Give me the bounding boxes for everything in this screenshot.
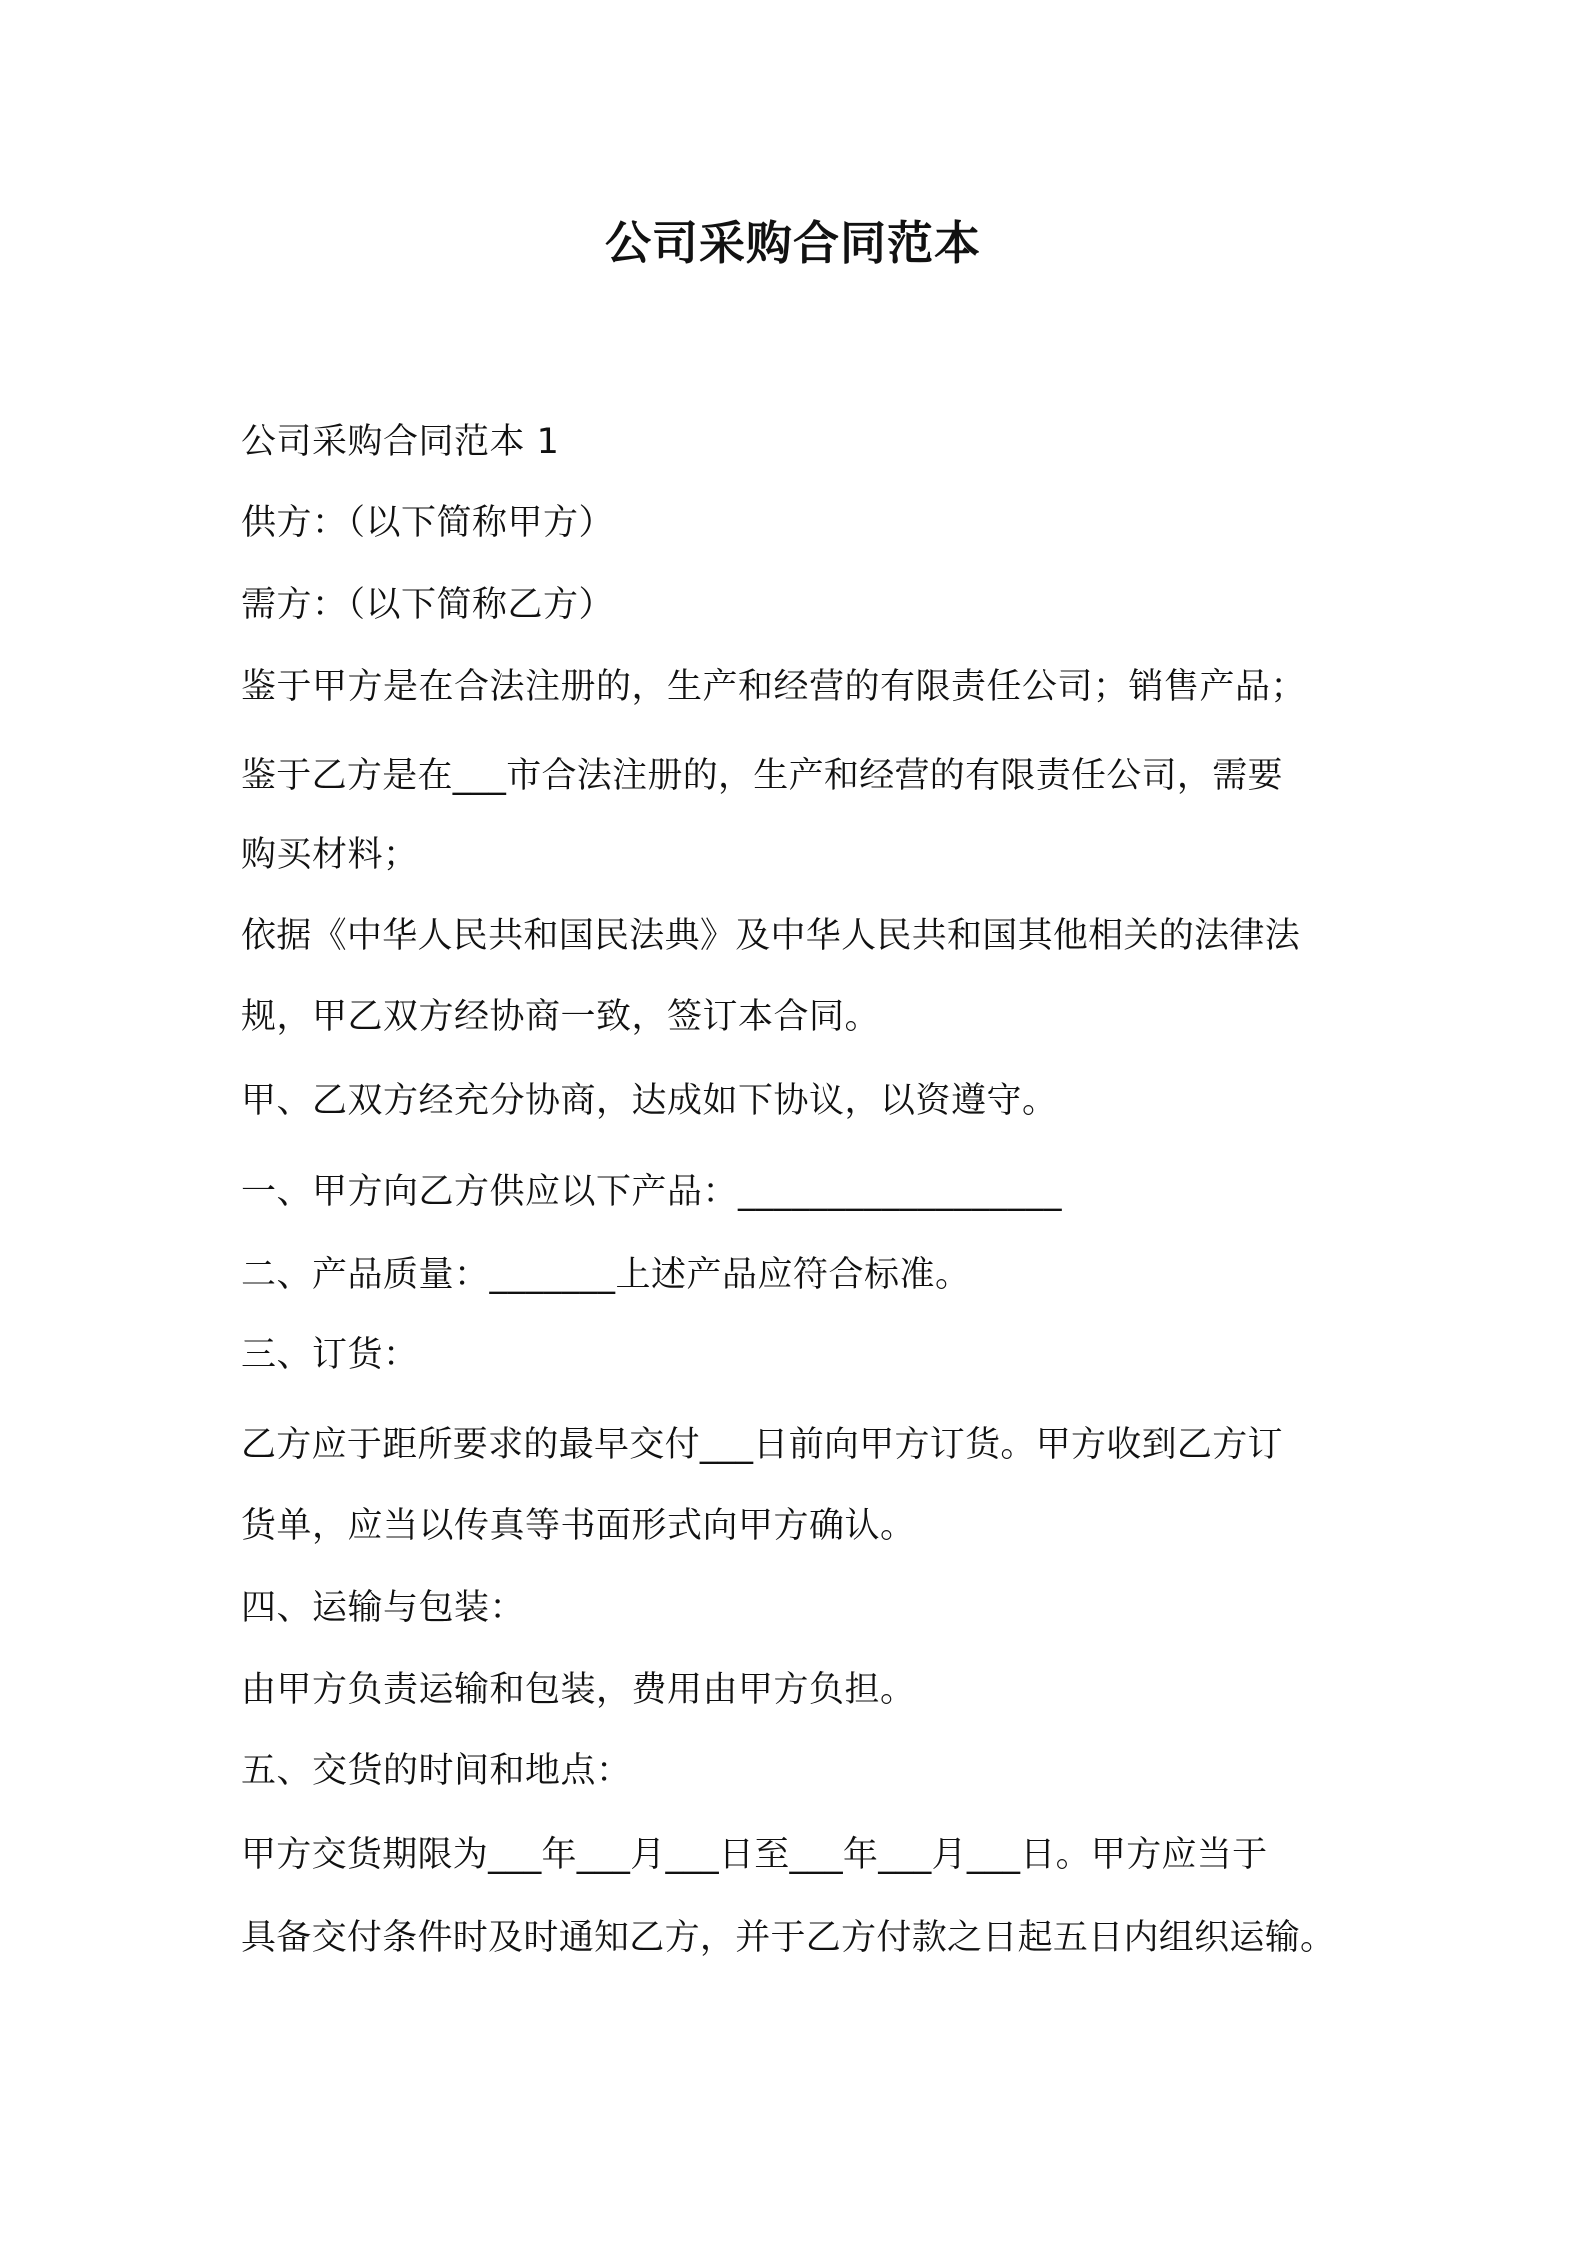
- clause-line: 二、产品质量：_______上述产品应符合标准。: [241, 1255, 971, 1295]
- paragraph-line: 购买材料；: [241, 835, 419, 875]
- buyer-line: 需方：（以下简称乙方）: [241, 585, 615, 625]
- paragraph-line: 规，甲乙双方经协商一致，签订本合同。: [241, 997, 881, 1037]
- document-title: 公司采购合同范本: [605, 216, 981, 270]
- supplier-line: 供方：（以下简称甲方）: [241, 503, 615, 543]
- paragraph-line: 甲方交货期限为___年___月___日至___年___月___日。甲方应当于: [241, 1835, 1268, 1875]
- paragraph-line: 具备交付条件时及时通知乙方，并于乙方付款之日起五日内组织运输。: [241, 1918, 1336, 1958]
- paragraph-line: 货单，应当以传真等书面形式向甲方确认。: [241, 1506, 916, 1546]
- paragraph-line: 由甲方负责运输和包装，费用由甲方负担。: [241, 1670, 916, 1710]
- paragraph-line: 乙方应于距所要求的最早交付___日前向甲方订货。甲方收到乙方订: [241, 1425, 1283, 1465]
- paragraph-line: 鉴于乙方是在___市合法注册的，生产和经营的有限责任公司，需要: [241, 756, 1283, 796]
- clause-heading: 三、订货：: [241, 1335, 419, 1375]
- clause-line: 一、甲方向乙方供应以下产品：__________________: [241, 1172, 1063, 1212]
- paragraph-line: 甲、乙双方经充分协商，达成如下协议，以资遵守。: [241, 1081, 1058, 1121]
- paragraph-line: 依据《中华人民共和国民法典》及中华人民共和国其他相关的法律法: [241, 916, 1301, 956]
- clause-heading: 四、运输与包装：: [241, 1588, 526, 1628]
- paragraph-line: 鉴于甲方是在合法注册的，生产和经营的有限责任公司；销售产品；: [241, 667, 1307, 707]
- clause-heading: 五、交货的时间和地点：: [241, 1751, 632, 1791]
- section-heading: 公司采购合同范本 1: [241, 422, 560, 462]
